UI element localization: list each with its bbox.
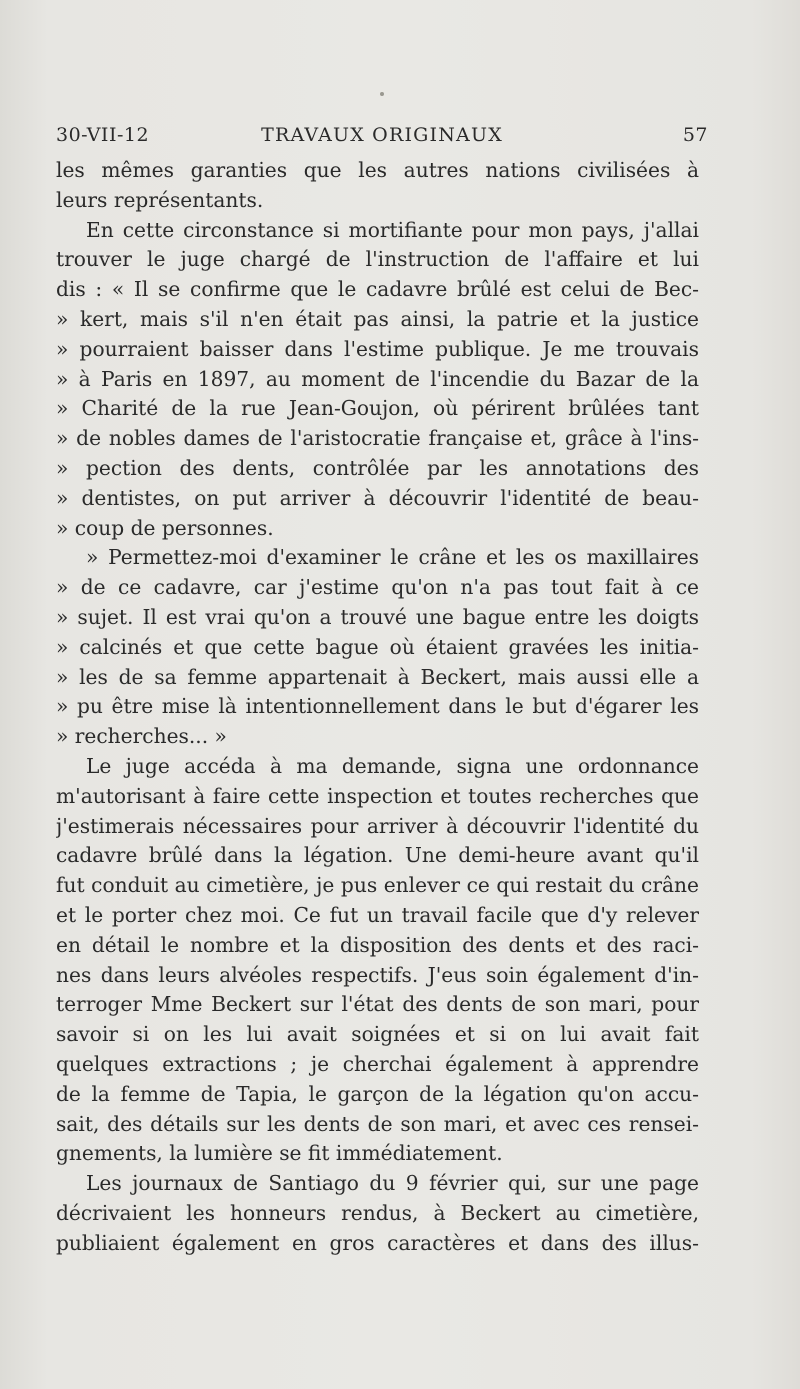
text-line: » Permettez-moi d'examiner le crâne et les os maxillaires (86, 545, 699, 570)
text-line: cadavre brûlé dans la légation. Une demi-heure avant qu'il (56, 843, 699, 868)
text-line: » les de sa femme appartenait à Beckert, mais aussi elle a (56, 664, 699, 689)
text-line: » de ce cadavre, car j'estime qu'on n'a pas tout fait à ce (56, 575, 699, 600)
text-line: j'estimerais nécessaires pour arriver à découvrir l'identité du (56, 813, 699, 838)
paper-speck (380, 92, 384, 96)
page-header (56, 124, 708, 156)
text-line: » recherches... » (56, 724, 227, 749)
text-line: » pection des dents, contrôlée par les annotations des (56, 455, 699, 480)
text-line: » pu être mise là intentionnellement dans le but d'égarer les (56, 694, 699, 719)
text-line: » calcinés et que cette bague où étaient gravées les initia- (56, 634, 699, 659)
text-line: » sujet. Il est vrai qu'on a trouvé une bague entre les doigts (56, 604, 699, 629)
text-line: dis : « Il se confirme que le cadavre brûlé est celui de Bec- (56, 277, 699, 302)
text-line: fut conduit au cimetière, je pus enlever ce qui restait du crâne (56, 873, 699, 898)
page-number: 57 (682, 124, 708, 146)
text-line: gnements, la lumière se fit immédiatement. (56, 1141, 503, 1166)
text-line: » pourraient baisser dans l'estime publique. Je me trouvais (56, 336, 699, 361)
text-line: et le porter chez moi. Ce fut un travail facile que d'y relever (56, 902, 699, 927)
text-line: » dentistes, on put arriver à découvrir l'identité de beau- (56, 485, 699, 510)
header-date-ref: 30-VII-12 (56, 124, 150, 146)
text-line: trouver le juge chargé de l'instruction de l'affaire et lui (56, 247, 699, 272)
text-line: Le juge accéda à ma demande, signa une ordonnance (86, 753, 699, 778)
text-line: de la femme de Tapia, le garçon de la légation qu'on accu- (56, 1081, 699, 1106)
text-line: » coup de personnes. (56, 515, 274, 540)
text-line: » à Paris en 1897, au moment de l'incendie du Bazar de la (56, 366, 699, 391)
text-line: nes dans leurs alvéoles respectifs. J'eus soin également d'in- (56, 962, 699, 987)
text-line: les mêmes garanties que les autres nations civilisées à (56, 158, 699, 182)
running-title: TRAVAUX ORIGINAUX (261, 124, 503, 146)
text-line: terroger Mme Beckert sur l'état des dents de son mari, pour (56, 992, 699, 1017)
text-line: En cette circonstance si mortifiante pour mon pays, j'allai (86, 217, 699, 242)
text-line: » Charité de la rue Jean-Goujon, où périrent brûlées tant (56, 396, 699, 421)
text-line: publiaient également en gros caractères et dans des illus- (56, 1230, 699, 1255)
body-text (56, 156, 699, 1258)
text-line: savoir si on les lui avait soignées et si on lui avait fait (56, 1022, 699, 1047)
text-line: m'autorisant à faire cette inspection et toutes recherches que (56, 783, 699, 808)
text-line: » de nobles dames de l'aristocratie française et, grâce à l'ins- (56, 426, 699, 451)
text-line: en détail le nombre et la disposition des dents et des raci- (56, 932, 699, 957)
text-line: leurs représentants. (56, 187, 264, 212)
text-line: Les journaux de Santiago du 9 février qui, sur une page (86, 1171, 699, 1196)
text-line: » kert, mais s'il n'en était pas ainsi, la patrie et la justice (56, 306, 699, 331)
text-line: quelques extractions ; je cherchai également à apprendre (56, 1051, 699, 1076)
text-line: décrivaient les honneurs rendus, à Beckert au cimetière, (56, 1200, 699, 1225)
text-line: sait, des détails sur les dents de son mari, et avec ces rensei- (56, 1111, 699, 1136)
